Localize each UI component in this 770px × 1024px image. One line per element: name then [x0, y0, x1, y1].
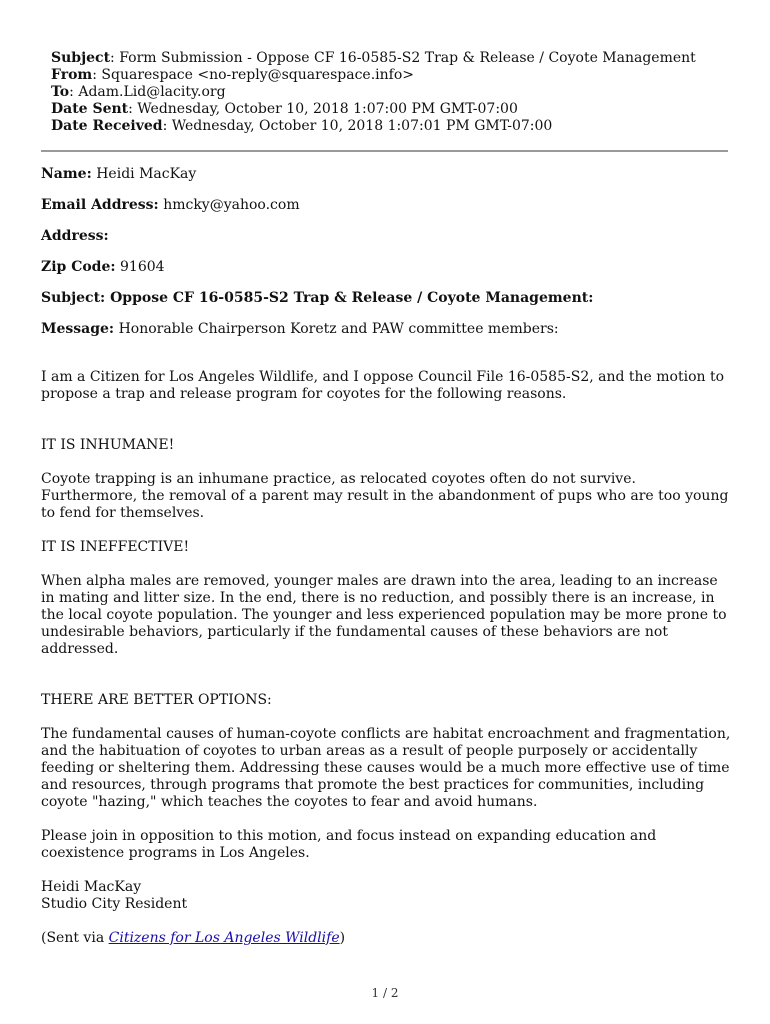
form-zip-label: Zip Code:	[41, 259, 116, 275]
header-from-value: Squarespace <no-reply@squarespace.info>	[101, 67, 414, 83]
header-date-received-row: Date Received: Wednesday, October 10, 2018 1:07:01 PM GMT-07:00	[51, 118, 553, 134]
header-to-label: To	[51, 84, 70, 100]
form-message-value: Honorable Chairperson Koretz and PAW committee members:	[118, 321, 559, 337]
form-message-label: Message:	[41, 321, 115, 337]
spacer	[41, 352, 731, 369]
signature-name: Heidi MacKay	[41, 879, 142, 895]
form-subject-value: Oppose CF 16-0585-S2 Trap & Release / Coyote Management:	[110, 290, 594, 306]
heading-inhumane: IT IS INHUMANE!	[41, 437, 175, 453]
header-from-row: From: Squarespace <no-reply@squarespace.info>	[51, 67, 414, 83]
paragraph-ineffective: When alpha males are removed, younger males are drawn into the area, leading to an increase in mating and litter size. In the end, there is no reduction, and possibly there is an increase, in the local coyote population. The younger and less experienced population may be more prone to undesirable behaviors, particularly if the fundamental causes of these behaviors are not addressed.	[41, 573, 727, 657]
sent-via-link[interactable]: Citizens for Los Angeles Wildlife	[108, 930, 340, 946]
header-subject-label: Subject	[51, 50, 111, 66]
paragraph-closing: Please join in opposition to this motion, and focus instead on expanding education and coexistence programs in Los Angeles.	[41, 828, 657, 861]
header-subject-row: Subject: Form Submission - Oppose CF 16-0585-S2 Trap & Release / Coyote Management	[51, 50, 696, 66]
sent-via-suffix: )	[339, 930, 346, 946]
header-date-received-label: Date Received	[51, 118, 163, 134]
header-to-value: Adam.Lid@lacity.org	[78, 84, 226, 100]
form-address-label: Address:	[41, 228, 109, 244]
paragraph-inhumane: Coyote trapping is an inhumane practice, as relocated coyotes often do not survive. Furthermore, the removal of a parent may result in the abandonment of pups who are too young to fend for themselves.	[41, 471, 729, 521]
email-body	[41, 166, 731, 964]
form-name-value: Heidi MacKay	[96, 166, 197, 182]
header-date-received-value: Wednesday, October 10, 2018 1:07:01 PM GMT-07:00	[171, 118, 553, 134]
header-from-label: From	[51, 67, 93, 83]
email-header	[51, 50, 696, 135]
form-name-label: Name:	[41, 166, 92, 182]
form-zip-value: 91604	[120, 259, 165, 275]
header-to-row: To: Adam.Lid@lacity.org	[51, 84, 226, 100]
message-intro: I am a Citizen for Los Angeles Wildlife, and I oppose Council File 16-0585-S2, and the motion to propose a trap and release program for coyotes for the following reasons.	[41, 369, 725, 402]
heading-better-options: THERE ARE BETTER OPTIONS:	[41, 692, 272, 708]
signature-title: Studio City Resident	[41, 896, 188, 912]
signature	[41, 879, 731, 913]
form-email-value: hmcky@yahoo.com	[163, 197, 300, 213]
form-subject-label: Subject:	[41, 290, 106, 306]
form-address-field	[41, 228, 731, 245]
form-zip-field	[41, 259, 731, 276]
heading-ineffective: IT IS INEFFECTIVE!	[41, 539, 190, 555]
sent-via-line	[41, 930, 731, 947]
form-email-label: Email Address:	[41, 197, 159, 213]
form-message-field	[41, 321, 731, 338]
header-date-sent-row: Date Sent: Wednesday, October 10, 2018 1:07:00 PM GMT-07:00	[51, 101, 518, 117]
header-date-sent-value: Wednesday, October 10, 2018 1:07:00 PM GMT-07:00	[137, 101, 518, 117]
form-subject-field	[41, 290, 731, 307]
page-indicator: 1 / 2	[371, 986, 399, 1000]
sent-via-prefix: (Sent via	[41, 930, 109, 946]
header-subject-value: Form Submission - Oppose CF 16-0585-S2 Trap & Release / Coyote Management	[119, 50, 696, 66]
form-email-field	[41, 197, 731, 214]
paragraph-better-options: The fundamental causes of human-coyote conflicts are habitat encroachment and fragmentation, and the habituation of coyotes to urban areas as a result of people purposely or accidentally feeding or sheltering them. Addressing these causes would be a much more effective use of time and resources, through programs that promote the best practices for communities, including coyote "hazing," which teaches the coyotes to fear and avoid humans.	[41, 726, 731, 810]
form-name-field	[41, 166, 731, 183]
header-divider	[41, 150, 728, 152]
header-date-sent-label: Date Sent	[51, 101, 129, 117]
